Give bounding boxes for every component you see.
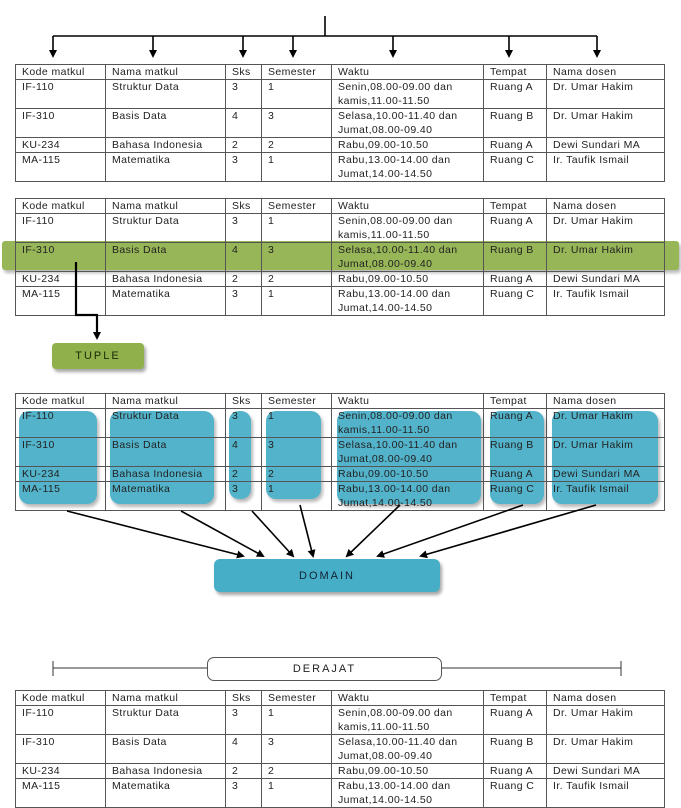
relation-table-tuple [15,198,665,316]
table-cell-tempat: Ruang A [484,80,547,109]
column-header: Semester [262,65,332,80]
table-row [16,109,665,138]
table-row [16,779,665,808]
table-cell-sks: 2 [226,272,262,287]
table-header-row [16,691,665,706]
attribute-arrows [53,16,597,56]
column-header: Nama matkul [106,65,226,80]
table-cell-dosen: Dr. Umar Hakim [547,243,665,272]
table-cell-semester: 2 [262,764,332,779]
table-cell-sks: 2 [226,467,262,482]
table-cell-dosen: Dr. Umar Hakim [547,735,665,764]
table-cell-kode: KU-234 [16,467,106,482]
table-cell-waktu [332,109,484,138]
column-header: Waktu [332,691,484,706]
column-header: Kode matkul [16,394,106,409]
table-cell-dosen: Dr. Umar Hakim [547,438,665,467]
column-header: Nama matkul [106,394,226,409]
table-row [16,214,665,243]
relation-table-attributes [15,64,665,182]
table-cell-kode: MA-115 [16,153,106,182]
column-header: Nama dosen [547,65,665,80]
table-cell-semester: 1 [262,409,332,438]
table-cell-sks: 3 [226,287,262,316]
table-cell-waktu [332,138,484,153]
table-row [16,764,665,779]
waktu-line: Rabu,13.00-14.00 dan [338,154,451,166]
table-row [16,438,665,467]
table-cell-sks: 4 [226,735,262,764]
column-header: Semester [262,394,332,409]
table-cell-semester: 3 [262,735,332,764]
table-cell-nama: Bahasa Indonesia [106,764,226,779]
table-cell-waktu [332,438,484,467]
column-header: Nama dosen [547,394,665,409]
table-cell-tempat: Ruang B [484,735,547,764]
table-cell-tempat: Ruang B [484,243,547,272]
table-cell-semester: 2 [262,272,332,287]
table-cell-tempat: Ruang C [484,153,547,182]
table-cell-dosen: Dr. Umar Hakim [547,706,665,735]
table-cell-sks: 3 [226,779,262,808]
column-header: Kode matkul [16,199,106,214]
table-cell-nama: Basis Data [106,735,226,764]
column-header: Semester [262,691,332,706]
column-header: Nama dosen [547,199,665,214]
table-cell-nama: Bahasa Indonesia [106,467,226,482]
table-cell-semester: 1 [262,482,332,511]
column-header: Sks [226,65,262,80]
table-cell-dosen: Ir. Taufik Ismail [547,153,665,182]
table-row [16,482,665,511]
table-cell-waktu [332,214,484,243]
waktu-line: Rabu,09.00-10.50 [338,273,429,285]
table-cell-waktu [332,764,484,779]
waktu-line: Jumat,14.00-14.50 [338,497,433,509]
table-cell-nama: Matematika [106,482,226,511]
table-cell-kode: MA-115 [16,779,106,808]
waktu-line: Jumat,08.00-09.40 [338,453,433,465]
relation-table-domain [15,393,665,511]
waktu-line: kamis,11.00-11.50 [338,721,430,733]
table-cell-nama: Matematika [106,153,226,182]
table-cell-sks: 3 [226,482,262,511]
table-cell-kode: MA-115 [16,287,106,316]
table-cell-sks: 3 [226,80,262,109]
table-header-row [16,394,665,409]
table-cell-tempat: Ruang A [484,138,547,153]
table-cell-kode: IF-310 [16,243,106,272]
table-cell-tempat: Ruang C [484,779,547,808]
table-header-row [16,199,665,214]
table-cell-waktu [332,243,484,272]
table-cell-waktu [332,80,484,109]
table-cell-tempat: Ruang A [484,214,547,243]
table-cell-waktu [332,272,484,287]
table-cell-tempat: Ruang A [484,764,547,779]
table-cell-semester: 2 [262,467,332,482]
waktu-line: Jumat,08.00-09.40 [338,124,433,136]
table-cell-sks: 4 [226,438,262,467]
table-cell-semester: 1 [262,80,332,109]
table-cell-dosen: Dr. Umar Hakim [547,409,665,438]
column-header: Sks [226,199,262,214]
table-cell-nama: Basis Data [106,438,226,467]
table-cell-waktu [332,287,484,316]
column-header: Waktu [332,199,484,214]
waktu-line: kamis,11.00-11.50 [338,424,430,436]
table-cell-nama: Struktur Data [106,80,226,109]
table-cell-dosen: Dewi Sundari MA [547,764,665,779]
table-cell-waktu [332,153,484,182]
tuple-label: TUPLE [52,343,144,369]
table-row [16,467,665,482]
table-cell-dosen: Dewi Sundari MA [547,272,665,287]
table-cell-nama: Struktur Data [106,214,226,243]
waktu-line: Senin,08.00-09.00 dan [338,215,453,227]
table-cell-kode: MA-115 [16,482,106,511]
table-cell-nama: Basis Data [106,109,226,138]
column-header: Sks [226,691,262,706]
waktu-line: Rabu,13.00-14.00 dan [338,483,451,495]
table-cell-nama: Bahasa Indonesia [106,272,226,287]
column-header: Nama matkul [106,691,226,706]
waktu-line: Selasa,10.00-11.40 dan [338,736,458,748]
table-cell-nama: Basis Data [106,243,226,272]
table-cell-tempat: Ruang B [484,109,547,138]
waktu-line: Jumat,14.00-14.50 [338,794,433,806]
table-cell-sks: 4 [226,109,262,138]
waktu-line: Jumat,08.00-09.40 [338,258,433,270]
waktu-line: Senin,08.00-09.00 dan [338,707,453,719]
relation-table-derajat [15,690,665,808]
table-cell-nama: Matematika [106,779,226,808]
waktu-line: Selasa,10.00-11.40 dan [338,439,458,451]
table-cell-nama: Struktur Data [106,706,226,735]
table-cell-dosen: Dewi Sundari MA [547,138,665,153]
column-header: Tempat [484,691,547,706]
table-cell-dosen: Dr. Umar Hakim [547,214,665,243]
table-cell-dosen: Dr. Umar Hakim [547,80,665,109]
table-cell-nama: Struktur Data [106,409,226,438]
table-cell-waktu [332,706,484,735]
column-header: Kode matkul [16,691,106,706]
table-row [16,243,665,272]
table-cell-sks: 4 [226,243,262,272]
table-row [16,138,665,153]
waktu-line: Senin,08.00-09.00 dan [338,410,453,422]
column-header: Kode matkul [16,65,106,80]
table-cell-semester: 1 [262,706,332,735]
table-cell-waktu [332,482,484,511]
waktu-line: Rabu,09.00-10.50 [338,139,429,151]
column-header: Semester [262,199,332,214]
table-row [16,153,665,182]
column-header: Nama dosen [547,691,665,706]
waktu-line: Jumat,14.00-14.50 [338,302,433,314]
table-cell-sks: 2 [226,138,262,153]
table-cell-tempat: Ruang A [484,467,547,482]
table-cell-tempat: Ruang C [484,287,547,316]
waktu-line: Rabu,09.00-10.50 [338,765,429,777]
waktu-line: kamis,11.00-11.50 [338,229,430,241]
table-cell-kode: IF-110 [16,706,106,735]
table-cell-sks: 2 [226,764,262,779]
table-cell-tempat: Ruang C [484,482,547,511]
column-header: Sks [226,394,262,409]
table-cell-semester: 3 [262,243,332,272]
waktu-line: Selasa,10.00-11.40 dan [338,244,458,256]
table-cell-kode: IF-110 [16,214,106,243]
column-header: Tempat [484,394,547,409]
table-row [16,735,665,764]
table-cell-kode: IF-110 [16,80,106,109]
column-header: Waktu [332,65,484,80]
table-cell-semester: 1 [262,779,332,808]
table-cell-dosen: Dr. Umar Hakim [547,109,665,138]
table-cell-dosen: Dewi Sundari MA [547,467,665,482]
waktu-line: Jumat,08.00-09.40 [338,750,433,762]
column-header: Tempat [484,65,547,80]
domain-label: DOMAIN [214,559,440,592]
waktu-line: kamis,11.00-11.50 [338,95,430,107]
table-row [16,706,665,735]
table-cell-waktu [332,467,484,482]
table-row [16,272,665,287]
table-cell-kode: IF-110 [16,409,106,438]
table-cell-semester: 1 [262,153,332,182]
table-cell-dosen: Ir. Taufik Ismail [547,287,665,316]
table-cell-kode: IF-310 [16,735,106,764]
table-cell-kode: KU-234 [16,138,106,153]
table-cell-dosen: Ir. Taufik Ismail [547,779,665,808]
table-cell-tempat: Ruang A [484,272,547,287]
table-cell-waktu [332,779,484,808]
table-cell-kode: IF-310 [16,109,106,138]
column-header: Nama matkul [106,199,226,214]
table-cell-kode: KU-234 [16,764,106,779]
table-row [16,409,665,438]
table-cell-nama: Matematika [106,287,226,316]
table-cell-nama: Bahasa Indonesia [106,138,226,153]
waktu-line: Rabu,13.00-14.00 dan [338,288,451,300]
table-cell-waktu [332,735,484,764]
table-cell-semester: 3 [262,438,332,467]
derajat-label: DERAJAT [207,657,442,681]
domain-arrows [67,505,596,556]
table-cell-sks: 3 [226,706,262,735]
waktu-line: Senin,08.00-09.00 dan [338,81,453,93]
waktu-line: Rabu,13.00-14.00 dan [338,780,451,792]
table-cell-sks: 3 [226,214,262,243]
table-cell-semester: 1 [262,214,332,243]
table-cell-tempat: Ruang A [484,706,547,735]
table-cell-tempat: Ruang A [484,409,547,438]
table-row [16,287,665,316]
table-cell-semester: 2 [262,138,332,153]
table-cell-tempat: Ruang B [484,438,547,467]
column-header: Tempat [484,199,547,214]
table-cell-sks: 3 [226,153,262,182]
waktu-line: Jumat,14.00-14.50 [338,168,433,180]
waktu-line: Selasa,10.00-11.40 dan [338,110,458,122]
table-header-row [16,65,665,80]
table-cell-semester: 3 [262,109,332,138]
table-cell-kode: KU-234 [16,272,106,287]
table-cell-kode: IF-310 [16,438,106,467]
table-cell-waktu [332,409,484,438]
table-cell-semester: 1 [262,287,332,316]
waktu-line: Rabu,09.00-10.50 [338,468,429,480]
table-row [16,80,665,109]
column-header: Waktu [332,394,484,409]
table-cell-sks: 3 [226,409,262,438]
table-cell-dosen: Ir. Taufik Ismail [547,482,665,511]
